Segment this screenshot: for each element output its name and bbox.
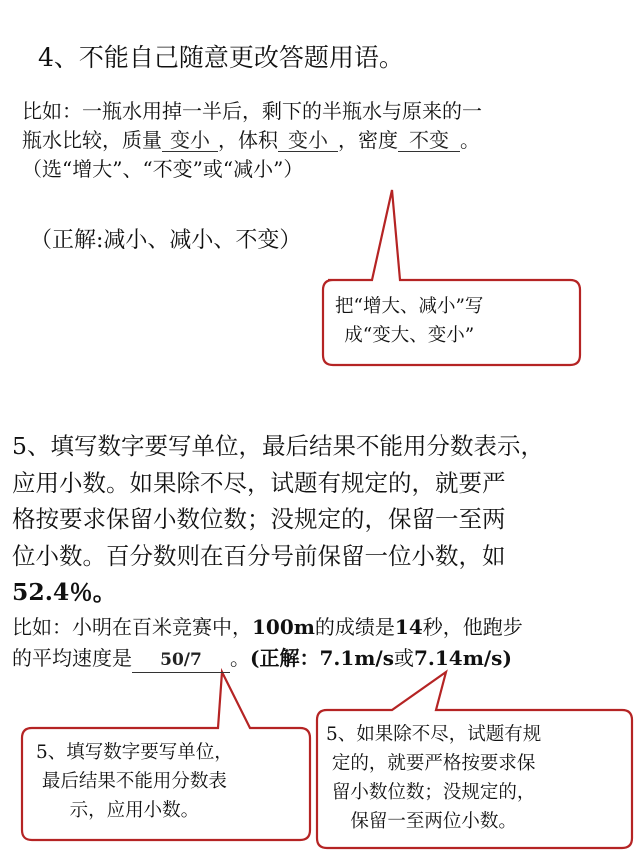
callout-1-line-1: 把“增大、减小”写 — [335, 296, 484, 317]
text-segment: ，体积 — [218, 128, 278, 152]
correct-answer-1: （正解:减小、减小、不变） — [30, 228, 302, 253]
section-5-line-3: 格按要求保留小数位数；没规定的，保留一至两 — [12, 505, 506, 533]
answer-mass: 变小 — [162, 126, 218, 155]
text-segment: 7.1m/s — [319, 646, 394, 670]
callout-2-line-1: 5、填写数字要写单位， — [36, 742, 233, 763]
example-2 — [12, 612, 523, 676]
answer-volume: 变小 — [278, 126, 338, 155]
section-5-paragraph — [12, 428, 544, 611]
section-5-line-4: 位小数。百分数则在百分号前保留一位小数，如 — [12, 541, 506, 570]
callout-1-text — [335, 292, 483, 350]
callout-2-text — [36, 738, 233, 825]
text-segment: 的平均速度是 — [12, 646, 132, 670]
example-1-line-3: （选“增大”、“不变”或“减小”） — [22, 157, 304, 181]
callout-2-line-2: 最后结果不能用分数表 — [41, 771, 227, 792]
text-segment: 。 — [230, 646, 250, 670]
example-2-line-1 — [12, 612, 523, 643]
text-segment: 瓶水比较，质量 — [22, 128, 162, 152]
callout-3-line-3: 留小数位数；没规定的， — [331, 782, 536, 803]
text-segment: 的成绩是 — [314, 615, 395, 639]
text-segment: 秒，他跑步 — [422, 615, 523, 639]
example-2-line-2 — [12, 643, 523, 676]
answer-density: 不变 — [398, 126, 460, 155]
text-segment: 。 — [460, 128, 480, 152]
section-5-line-1: 5、填写数字要写单位，最后结果不能用分数表示， — [12, 432, 544, 460]
section-5-line-5: 52.4％。 — [12, 578, 117, 606]
text-segment: 比如：小明在百米竞赛中， — [12, 615, 252, 639]
callout-2-line-3: 示，应用小数。 — [69, 800, 200, 821]
text-segment: 7.14m/s) — [414, 646, 512, 670]
text-segment: (正解： — [250, 646, 320, 670]
text-segment: 或 — [394, 646, 414, 670]
text-segment: 14 — [394, 615, 423, 639]
example-1-line-1: 比如：一瓶水用掉一半后，剩下的半瓶水与原来的一 — [22, 99, 482, 123]
callout-3-text — [326, 720, 541, 836]
section-4-heading: 4、不能自己随意更改答题用语。 — [38, 43, 404, 72]
section-5-line-2: 应用小数。如果除不尽，试题有规定的，就要严 — [12, 468, 506, 497]
callout-1-line-2: 成“变大、变小” — [344, 325, 475, 346]
text-segment: 100m — [252, 615, 315, 639]
callout-3-line-1: 5、如果除不尽，试题有规 — [326, 724, 542, 745]
text-segment: ，密度 — [338, 128, 398, 152]
answer-speed: 50/7 — [132, 645, 230, 676]
callout-3-line-4: 保留一至两位小数。 — [350, 811, 517, 832]
callout-3-line-2: 定的，就要严格按要求保 — [331, 753, 536, 774]
